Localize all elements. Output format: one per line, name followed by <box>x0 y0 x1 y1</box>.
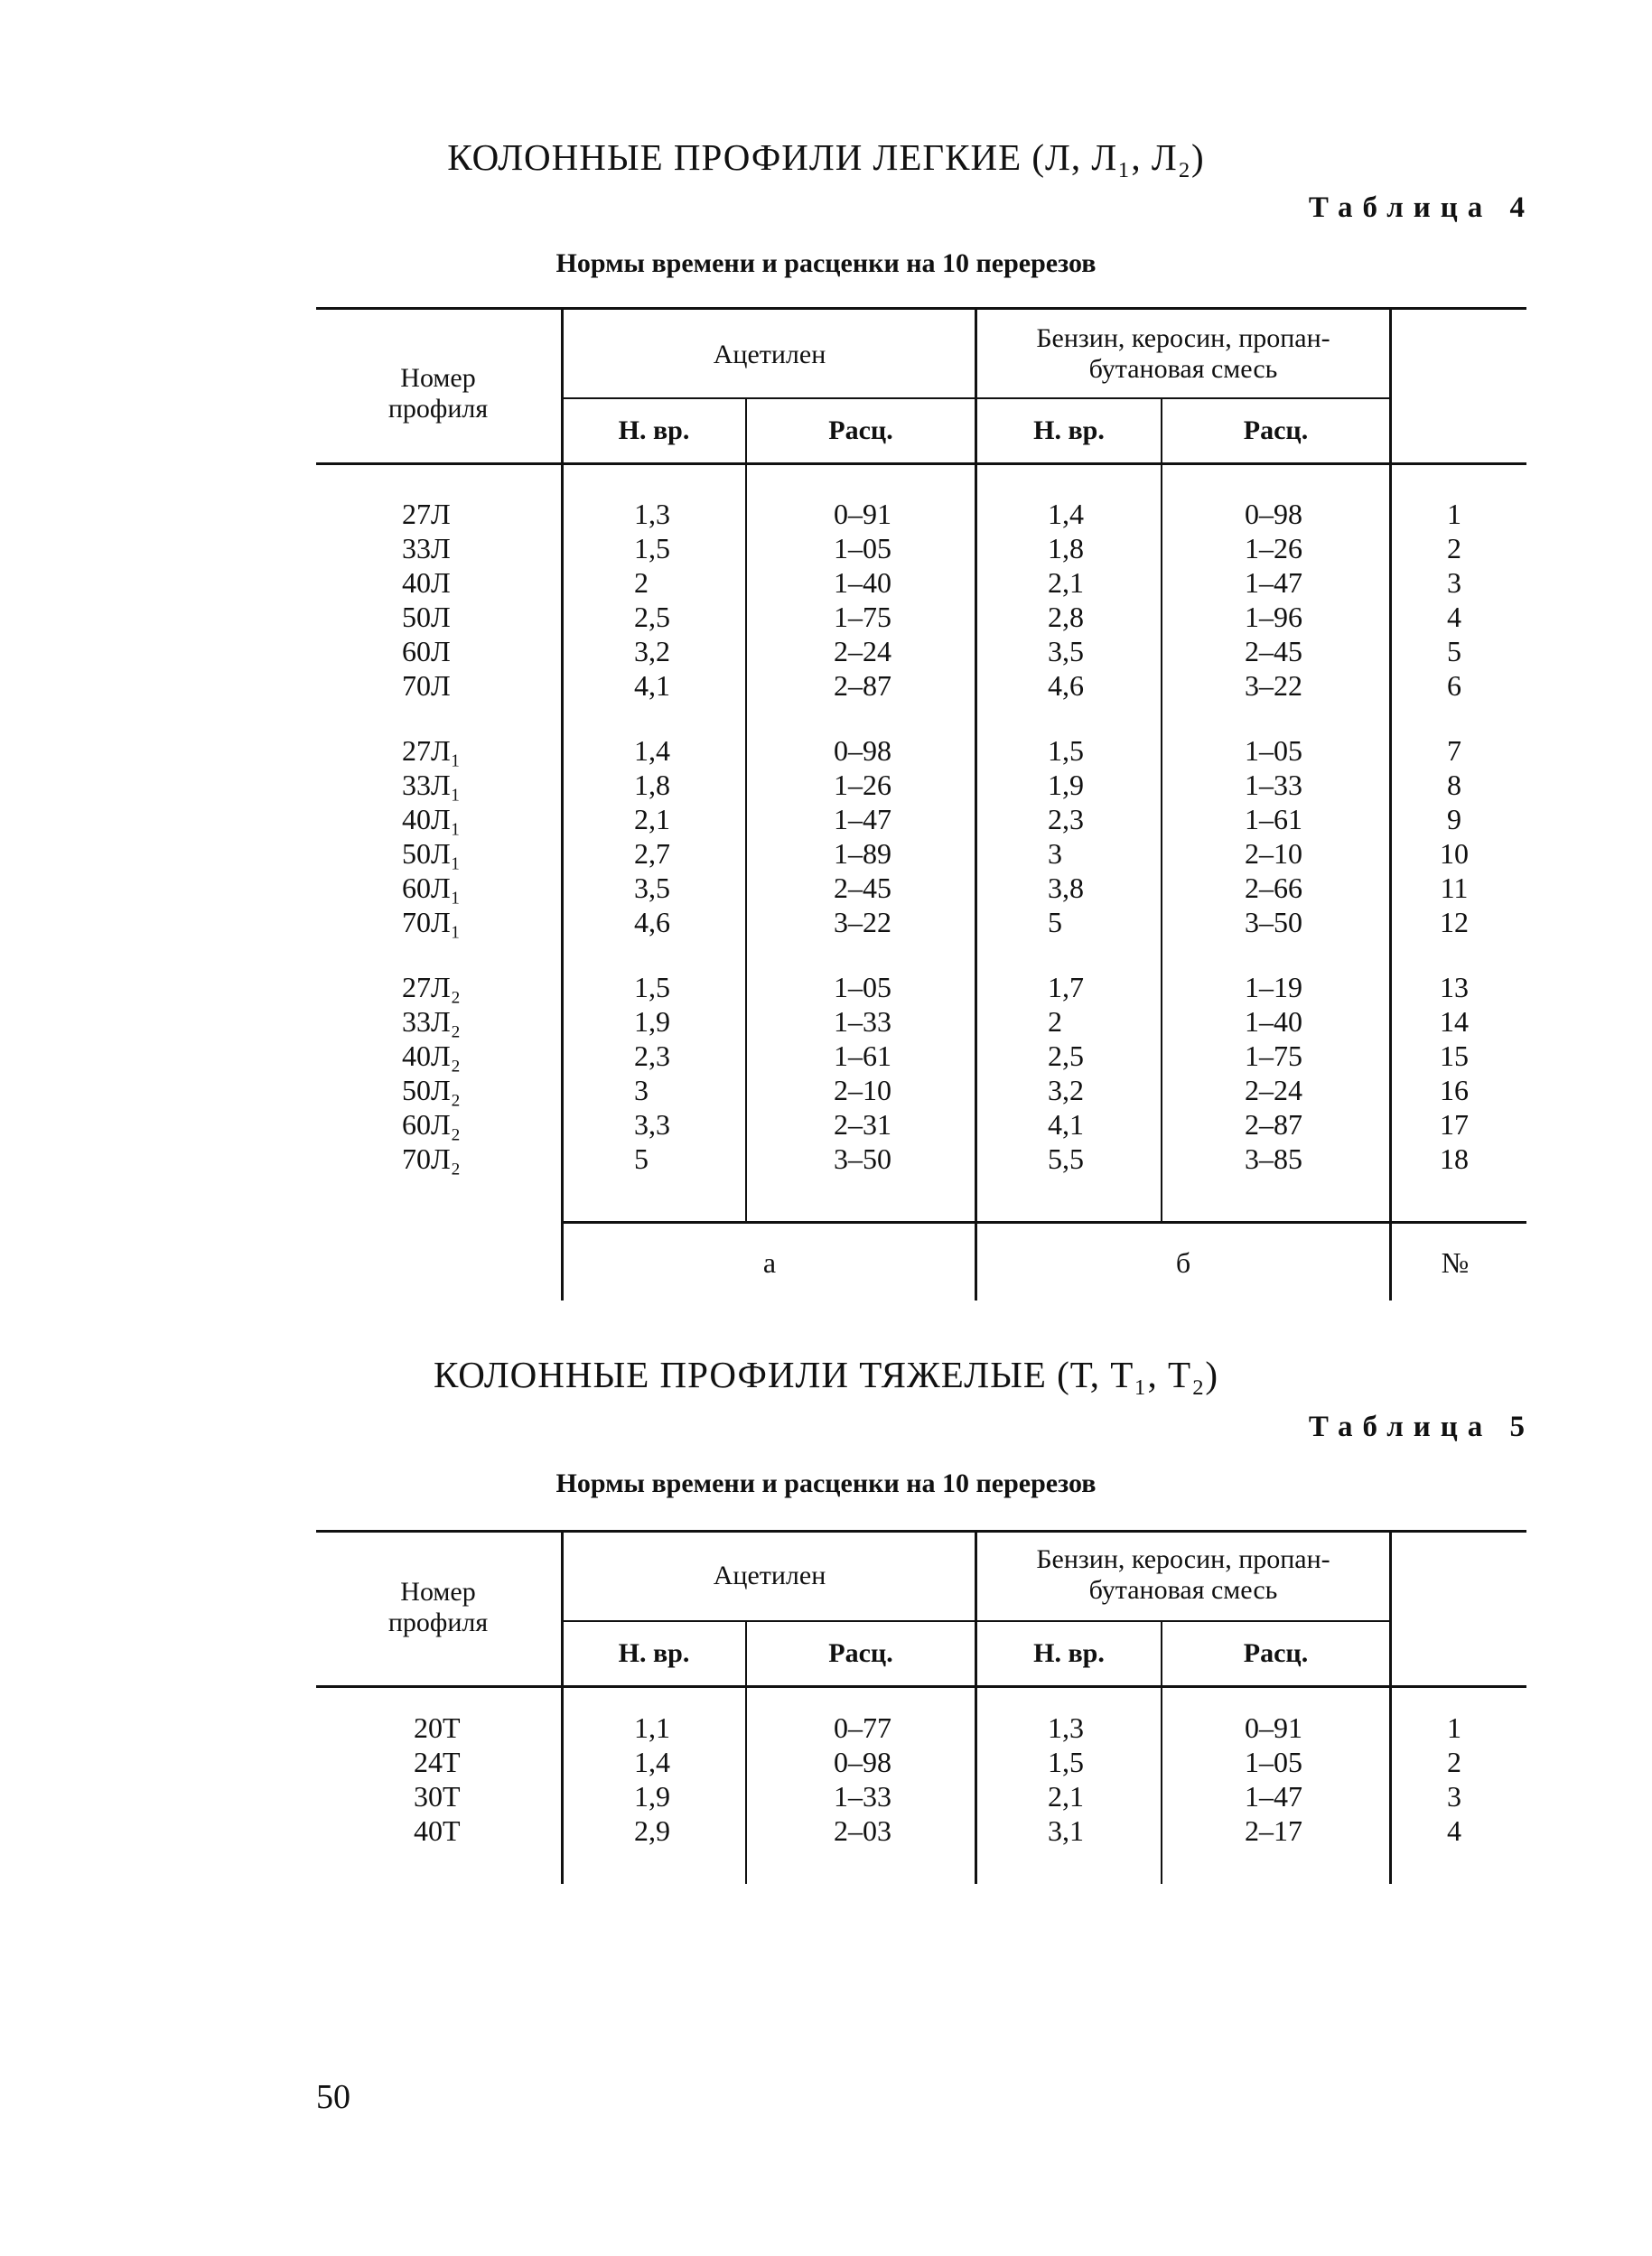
table-cell: 2,7 <box>634 837 670 870</box>
page-number: 50 <box>316 2078 350 2116</box>
table-cell: 3–85 <box>1245 1142 1302 1175</box>
table-cell: 2,3 <box>634 1039 670 1072</box>
t5-column-fuel-norm <box>1048 1711 1084 1848</box>
table5 <box>316 1530 1526 1884</box>
table-cell: 33Л₁ <box>402 769 461 801</box>
table-cell: 1–96 <box>1245 601 1302 633</box>
header-profile-number: Номер профиля <box>387 363 489 424</box>
table5-label: Таблица 5 <box>1308 1411 1535 1443</box>
table-cell: 1,5 <box>1048 1746 1084 1778</box>
table-cell: 70Л₁ <box>402 906 461 938</box>
table-cell: 8 <box>1447 769 1461 801</box>
table-cell: 3 <box>634 1074 649 1106</box>
table-cell: 1–05 <box>1245 1746 1302 1778</box>
table-cell: 2–66 <box>1245 872 1302 904</box>
table-cell: 1,9 <box>634 1780 670 1813</box>
table-cell: 60Л₂ <box>402 1108 461 1141</box>
table-cell: 17 <box>1440 1108 1469 1141</box>
table-cell: 15 <box>1440 1039 1469 1072</box>
header-acetylene-norm: Н. вр. <box>618 415 690 445</box>
table-cell: 2–45 <box>834 872 891 904</box>
table-cell: 4 <box>1447 601 1461 633</box>
column-profile <box>402 497 461 1176</box>
table5-subtitle: Нормы времени и расценки на 10 перерезов <box>555 1468 1097 1498</box>
table-cell: 50Л₁ <box>402 837 461 870</box>
t5-header-fuel-rate: Расц. <box>1243 1638 1309 1668</box>
table-cell: 1,8 <box>634 769 670 801</box>
table-cell: 60Л₁ <box>402 872 461 904</box>
table-cell: 24Т <box>414 1746 461 1778</box>
table-cell: 3 <box>1447 566 1461 599</box>
table-cell: 1–33 <box>834 1780 891 1813</box>
footer-b: б <box>1175 1246 1191 1279</box>
t5-column-acetylene-rate <box>808 1711 917 1848</box>
table-cell: 1–75 <box>834 601 891 633</box>
table-cell: 27Л <box>402 498 451 530</box>
table-cell: 2–31 <box>834 1108 891 1141</box>
table-cell: 1,1 <box>634 1711 670 1744</box>
table-cell: 33Л₂ <box>402 1005 461 1038</box>
table-cell: 2–10 <box>1245 837 1302 870</box>
table-cell: 1–05 <box>834 971 891 1003</box>
t5-header-fuel: Бензин, керосин, пропан-бутановая смесь <box>1036 1544 1330 1605</box>
table4-subtitle: Нормы времени и расценки на 10 перерезов <box>555 248 1097 278</box>
table-cell: 1–33 <box>1245 769 1302 801</box>
header-acetylene-rate: Расц. <box>828 415 893 445</box>
table-cell: 2,3 <box>1048 803 1084 835</box>
table-cell: 5 <box>634 1142 649 1175</box>
table-cell: 16 <box>1440 1074 1469 1106</box>
table-cell: 50Л <box>402 601 451 633</box>
table-cell: 3,3 <box>634 1108 670 1141</box>
header-fuel: Бензин, керосин, пропан-бутановая смесь <box>1036 323 1330 384</box>
t5-column-fuel-rate <box>1219 1711 1328 1848</box>
table-cell: 1–19 <box>1245 971 1302 1003</box>
table-cell: 5 <box>1048 906 1062 938</box>
column-acetylene-rate <box>808 497 917 1176</box>
table-cell: 2 <box>1447 1746 1461 1778</box>
table-cell: 2–10 <box>834 1074 891 1106</box>
table-cell: 4,6 <box>634 906 670 938</box>
table-cell: 0–91 <box>1245 1711 1302 1744</box>
table-cell: 2–87 <box>1245 1108 1302 1141</box>
table-cell: 2–87 <box>834 669 891 702</box>
table-cell: 4,1 <box>1048 1108 1084 1141</box>
table-cell: 10 <box>1440 837 1469 870</box>
table-cell: 2–24 <box>1245 1074 1302 1106</box>
column-acetylene-norm <box>634 497 670 1176</box>
table-cell: 9 <box>1447 803 1461 835</box>
table-cell: 70Л₂ <box>402 1142 461 1175</box>
t5-column-profile <box>414 1711 461 1848</box>
table-cell: 30Т <box>414 1780 461 1813</box>
table-cell: 0–98 <box>834 734 891 767</box>
table-cell: 1,5 <box>634 971 670 1003</box>
table-cell: 2–24 <box>834 635 891 667</box>
table-cell: 3–22 <box>1245 669 1302 702</box>
table-cell: 50Л₂ <box>402 1074 461 1106</box>
table4-label: Таблица 4 <box>1308 191 1535 224</box>
table-cell: 0–91 <box>834 498 891 530</box>
table-cell: 2–45 <box>1245 635 1302 667</box>
table-cell: 11 <box>1440 872 1469 904</box>
header-fuel-norm: Н. вр. <box>1033 415 1105 445</box>
table4 <box>316 307 1526 1300</box>
table-cell: 27Л₂ <box>402 971 461 1003</box>
table-cell: 1,4 <box>634 734 670 767</box>
table-cell: 4 <box>1447 1814 1461 1847</box>
table-cell: 1–47 <box>1245 566 1302 599</box>
table-cell: 1–05 <box>834 532 891 564</box>
header-fuel-rate: Расц. <box>1243 415 1309 445</box>
table-cell: 1,9 <box>1048 769 1084 801</box>
table-cell: 1–75 <box>1245 1039 1302 1072</box>
table-cell: 1–40 <box>1245 1005 1302 1038</box>
table-cell: 12 <box>1440 906 1469 938</box>
table-cell: 1,3 <box>1048 1711 1084 1744</box>
header-acetylene: Ацетилен <box>713 340 826 369</box>
table-cell: 4,6 <box>1048 669 1084 702</box>
table-cell: 3,2 <box>634 635 670 667</box>
table-cell: 1,9 <box>634 1005 670 1038</box>
t5-header-profile-number: Номер профиля <box>387 1577 489 1637</box>
table-cell: 1–33 <box>834 1005 891 1038</box>
table-cell: 20Т <box>414 1711 461 1744</box>
table-cell: 3–22 <box>834 906 891 938</box>
table-cell: 1,8 <box>1048 532 1084 564</box>
table-cell: 3,5 <box>1048 635 1084 667</box>
table-cell: 1–40 <box>834 566 891 599</box>
table-cell: 70Л <box>402 669 451 702</box>
table-cell: 14 <box>1440 1005 1469 1038</box>
table-cell: 3–50 <box>1245 906 1302 938</box>
table-cell: 33Л <box>402 532 451 564</box>
table4-title: КОЛОННЫЕ ПРОФИЛИ ЛЕГКИЕ (Л, Л₁, Л₂) <box>447 136 1205 178</box>
table-cell: 5,5 <box>1048 1142 1084 1175</box>
table-cell: 1–05 <box>1245 734 1302 767</box>
footer-a: а <box>762 1246 777 1279</box>
table-cell: 3,2 <box>1048 1074 1084 1106</box>
table-cell: 3 <box>1048 837 1062 870</box>
table-cell: 2 <box>1048 1005 1062 1038</box>
table-cell: 1–47 <box>1245 1780 1302 1813</box>
table-cell: 2,1 <box>1048 566 1084 599</box>
table-cell: 6 <box>1447 669 1461 702</box>
table-cell: 1–47 <box>834 803 891 835</box>
table-cell: 3–50 <box>834 1142 891 1175</box>
table-cell: 1–26 <box>834 769 891 801</box>
t5-header-acetylene-norm: Н. вр. <box>618 1638 690 1668</box>
table-cell: 1–89 <box>834 837 891 870</box>
column-fuel-norm <box>1048 497 1084 1176</box>
table-cell: 4,1 <box>634 669 670 702</box>
column-row-number <box>1414 497 1495 1176</box>
table-cell: 3,1 <box>1048 1814 1084 1847</box>
table-cell: 1,5 <box>634 532 670 564</box>
table-cell: 2,1 <box>634 803 670 835</box>
table-cell: 2–17 <box>1245 1814 1302 1847</box>
table-cell: 3,8 <box>1048 872 1084 904</box>
table-cell: 7 <box>1447 734 1461 767</box>
table-cell: 40Л <box>402 566 451 599</box>
table-cell: 1,3 <box>634 498 670 530</box>
t5-column-acetylene-norm <box>634 1711 670 1848</box>
table-cell: 1–26 <box>1245 532 1302 564</box>
table-cell: 0–77 <box>834 1711 891 1744</box>
table-cell: 2 <box>1447 532 1461 564</box>
table-cell: 2 <box>634 566 649 599</box>
table-cell: 40Т <box>414 1814 461 1847</box>
table-cell: 1–61 <box>1245 803 1302 835</box>
t5-column-row-number <box>1414 1711 1495 1848</box>
table-cell: 13 <box>1440 971 1469 1003</box>
t5-header-fuel-norm: Н. вр. <box>1033 1638 1105 1668</box>
table-cell: 0–98 <box>1245 498 1302 530</box>
table-cell: 3 <box>1447 1780 1461 1813</box>
table-cell: 1,4 <box>634 1746 670 1778</box>
table-cell: 0–98 <box>834 1746 891 1778</box>
table-cell: 1,4 <box>1048 498 1084 530</box>
table5-title: КОЛОННЫЕ ПРОФИЛИ ТЯЖЕЛЫЕ (Т, Т₁, Т₂) <box>433 1354 1219 1395</box>
table-cell: 1–61 <box>834 1039 891 1072</box>
table-cell: 1 <box>1447 498 1461 530</box>
table-cell: 5 <box>1447 635 1461 667</box>
table-cell: 2,9 <box>634 1814 670 1847</box>
table-cell: 2,1 <box>1048 1780 1084 1813</box>
t5-header-acetylene: Ацетилен <box>713 1561 826 1590</box>
table-cell: 60Л <box>402 635 451 667</box>
table-cell: 18 <box>1440 1142 1469 1175</box>
table-cell: 3,5 <box>634 872 670 904</box>
t5-header-acetylene-rate: Расц. <box>828 1638 893 1668</box>
table-cell: 40Л₂ <box>402 1039 461 1072</box>
footer-number: № <box>1441 1246 1470 1279</box>
column-fuel-rate <box>1219 497 1328 1176</box>
table-cell: 27Л₁ <box>402 734 461 767</box>
table-cell: 2–03 <box>834 1814 891 1847</box>
table-cell: 1 <box>1447 1711 1461 1744</box>
table-cell: 2,5 <box>1048 1039 1084 1072</box>
table-cell: 2,5 <box>634 601 670 633</box>
table-cell: 1,7 <box>1048 971 1084 1003</box>
table-cell: 2,8 <box>1048 601 1084 633</box>
table-cell: 40Л₁ <box>402 803 461 835</box>
table-cell: 1,5 <box>1048 734 1084 767</box>
